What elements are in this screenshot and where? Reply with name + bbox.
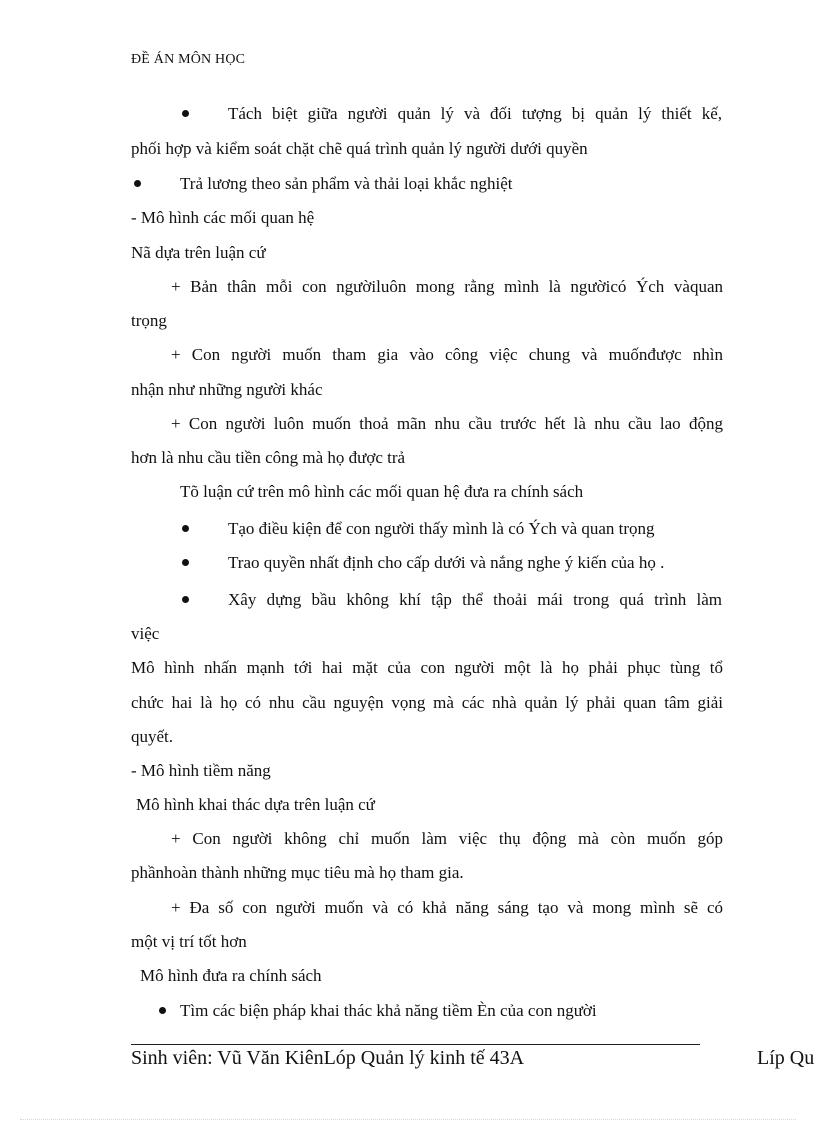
document-header: ĐỀ ÁN MÔN HỌC bbox=[131, 52, 246, 67]
page-edge-divider bbox=[20, 1119, 796, 1120]
footer-student: Sinh viên: Vũ Văn KiênLóp Quản lý kinh tế 43A bbox=[131, 1047, 525, 1069]
bullet-icon bbox=[182, 596, 189, 603]
paragraph-line: Tạo điều kiện để con người thấy mình là có Ých và quan trọng bbox=[228, 519, 655, 538]
paragraph-line: phầnhoàn thành những mục tiêu mà họ tham gia. bbox=[131, 863, 464, 882]
paragraph-line: một vị trí tốt hơn bbox=[131, 932, 247, 951]
paragraph-line: Mô hình khai thác dựa trên luận cứ bbox=[136, 795, 375, 814]
paragraph-line: + Con người muốn tham gia vào công việc chung và muốnđược nhìn bbox=[171, 345, 723, 364]
bullet-icon bbox=[182, 559, 189, 566]
paragraph-line: Mô hình đưa ra chính sách bbox=[140, 966, 322, 985]
paragraph-line: + Bản thân mỗi con ngườiluôn mong rằng mình là ngườicó Ých vàquan bbox=[171, 277, 723, 296]
paragraph-line: Mô hình nhấn mạnh tới hai mặt của con người một là họ phải phục tùng tổ bbox=[131, 658, 723, 677]
paragraph-line: Tìm các biện pháp khai thác khả năng tiềm Èn của con người bbox=[180, 1001, 597, 1020]
paragraph-line: + Đa số con người muốn và có khả năng sáng tạo và mong mình sẽ có bbox=[171, 898, 723, 917]
bullet-icon bbox=[159, 1007, 166, 1014]
paragraph-line: Trao quyền nhất định cho cấp dưới và nắng nghe ý kiến của họ . bbox=[228, 553, 665, 572]
bullet-icon bbox=[134, 180, 141, 187]
footer-class: Líp Qu bbox=[757, 1047, 815, 1069]
bullet-icon bbox=[182, 525, 189, 532]
paragraph-line: Tách biệt giữa người quản lý và đối tượng bị quản lý thiết kế, bbox=[228, 104, 722, 123]
paragraph-line: + Con người luôn muốn thoả mãn nhu cầu trước hết là nhu cầu lao động bbox=[171, 414, 723, 433]
section-heading: - Mô hình tiềm năng bbox=[131, 761, 271, 780]
paragraph-line: Trả lương theo sản phẩm và thải loại khắc nghiệt bbox=[180, 174, 513, 193]
paragraph-line: việc bbox=[131, 624, 160, 643]
footer-divider bbox=[131, 1044, 700, 1045]
paragraph-line: trọng bbox=[131, 311, 167, 330]
paragraph-line: + Con người không chỉ muốn làm việc thụ động mà còn muốn góp bbox=[171, 829, 723, 848]
bullet-icon bbox=[182, 110, 189, 117]
paragraph-line: chức hai là họ có nhu cầu nguyện vọng mà các nhà quản lý phải quan tâm giải bbox=[131, 693, 723, 712]
paragraph-line: Nã dựa trên luận cứ bbox=[131, 243, 266, 262]
paragraph-line: Xây dựng bầu không khí tập thể thoải mái trong quá trình làm bbox=[228, 590, 722, 609]
paragraph-line: Tõ luận cứ trên mô hình các mối quan hệ đưa ra chính sách bbox=[180, 482, 584, 501]
section-heading: - Mô hình các mối quan hệ bbox=[131, 208, 315, 227]
paragraph-line: hơn là nhu cầu tiền công mà họ được trả bbox=[131, 448, 406, 467]
paragraph-line: quyết. bbox=[131, 727, 174, 746]
paragraph-line: phối hợp và kiểm soát chặt chẽ quá trình quản lý người dưới quyền bbox=[131, 139, 588, 158]
paragraph-line: nhận như những người khác bbox=[131, 380, 323, 399]
